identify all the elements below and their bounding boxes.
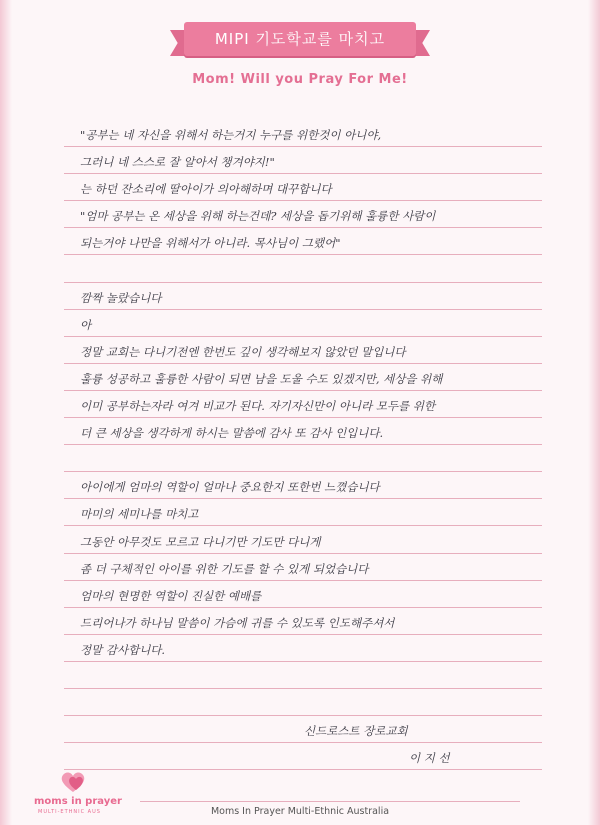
handwritten-text: 좀 더 구체적인 아이를 위한 기도를 할 수 있게 되었습니다 [80,561,369,576]
handwritten-text: 는 하던 잔소리에 딸아이가 의아해하며 대꾸합니다 [80,182,332,197]
handwritten-text: 마미의 세미나를 마치고 [80,507,199,522]
ruled-line [64,445,542,472]
ruled-line [64,283,542,310]
ruled-line [64,716,542,743]
handwritten-text: 그러니 네 스스로 잘 알아서 챙겨야지!" [80,155,275,170]
handwritten-text: 그동안 아무것도 모르고 다니기만 기도만 다니게 [80,534,321,549]
ruled-line [64,635,542,662]
title-ribbon [170,22,430,58]
handwritten-text: 이 지 선 [409,751,450,766]
footer-organization: Moms In Prayer Multi-Ethnic Australia [210,806,390,817]
ruled-line [64,743,542,770]
ruled-line [64,499,542,526]
ruled-line [64,255,542,282]
heart-logo-icon [60,770,86,794]
ruled-line [64,581,542,608]
ruled-line [64,174,542,201]
handwritten-text: 훌륭 성공하고 훌륭한 사람이 되면 남을 도울 수도 있겠지만, 세상을 위해 [80,371,443,386]
ruled-line [64,364,542,391]
ruled-line [64,472,542,499]
ruled-line [64,120,542,147]
handwritten-text: 깜짝 놀랐습니다 [80,290,162,305]
handwritten-text: 엄마의 현명한 역할이 진실한 예배를 [80,588,262,603]
handwritten-text: 드리어나가 하나님 말씀이 가슴에 귀를 수 있도록 인도해주셔서 [80,615,395,630]
ruled-line [64,662,542,689]
footer-divider [140,801,520,802]
ruled-line [64,310,542,337]
ruled-line [64,689,542,716]
ruled-line [64,337,542,364]
banner-title: MIPI 기도학교를 마치고 [214,30,386,48]
ruled-letter-body [64,120,542,770]
handwritten-text: 신드로스트 장로교회 [304,724,408,739]
handwritten-text: 되는거야 나만을 위해서가 아니라. 목사님이 그랬어" [80,236,341,251]
handwritten-text: 아이에게 엄마의 역할이 얼마나 중요한지 또한번 느꼈습니다 [80,480,380,495]
subtitle: Mom! Will you Pray For Me! [192,72,408,87]
ruled-line [64,608,542,635]
handwritten-text: "공부는 네 자신을 위해서 하는거지 누구를 위한것이 아니야, [80,128,382,143]
handwritten-text: "엄마 공부는 온 세상을 위해 하는건데? 세상을 돕기위해 훌륭한 사람이 [80,209,436,224]
ruled-line [64,391,542,418]
ruled-line [64,147,542,174]
handwritten-text: 정말 감사합니다. [80,642,166,657]
ruled-line [64,201,542,228]
left-border-decoration [0,0,12,825]
handwritten-text: 이미 공부하는자라 여겨 비교가 된다. 자기자신만이 아니라 모두를 위한 [80,399,436,414]
right-border-decoration [588,0,600,825]
ruled-line [64,228,542,255]
logo-tagline: MULTI-ETHNIC AUS [38,809,101,815]
logo-wordmark: moms in prayer [34,796,122,807]
ruled-line [64,418,542,445]
ruled-line [64,554,542,581]
handwritten-text: 아 [80,317,92,332]
handwritten-text: 정말 교회는 다니기전엔 한번도 깊이 생각해보지 않았던 말입니다 [80,344,406,359]
ruled-line [64,526,542,553]
handwritten-text: 더 큰 세상을 생각하게 하시는 말씀에 감사 또 감사 인입니다. [80,426,384,441]
